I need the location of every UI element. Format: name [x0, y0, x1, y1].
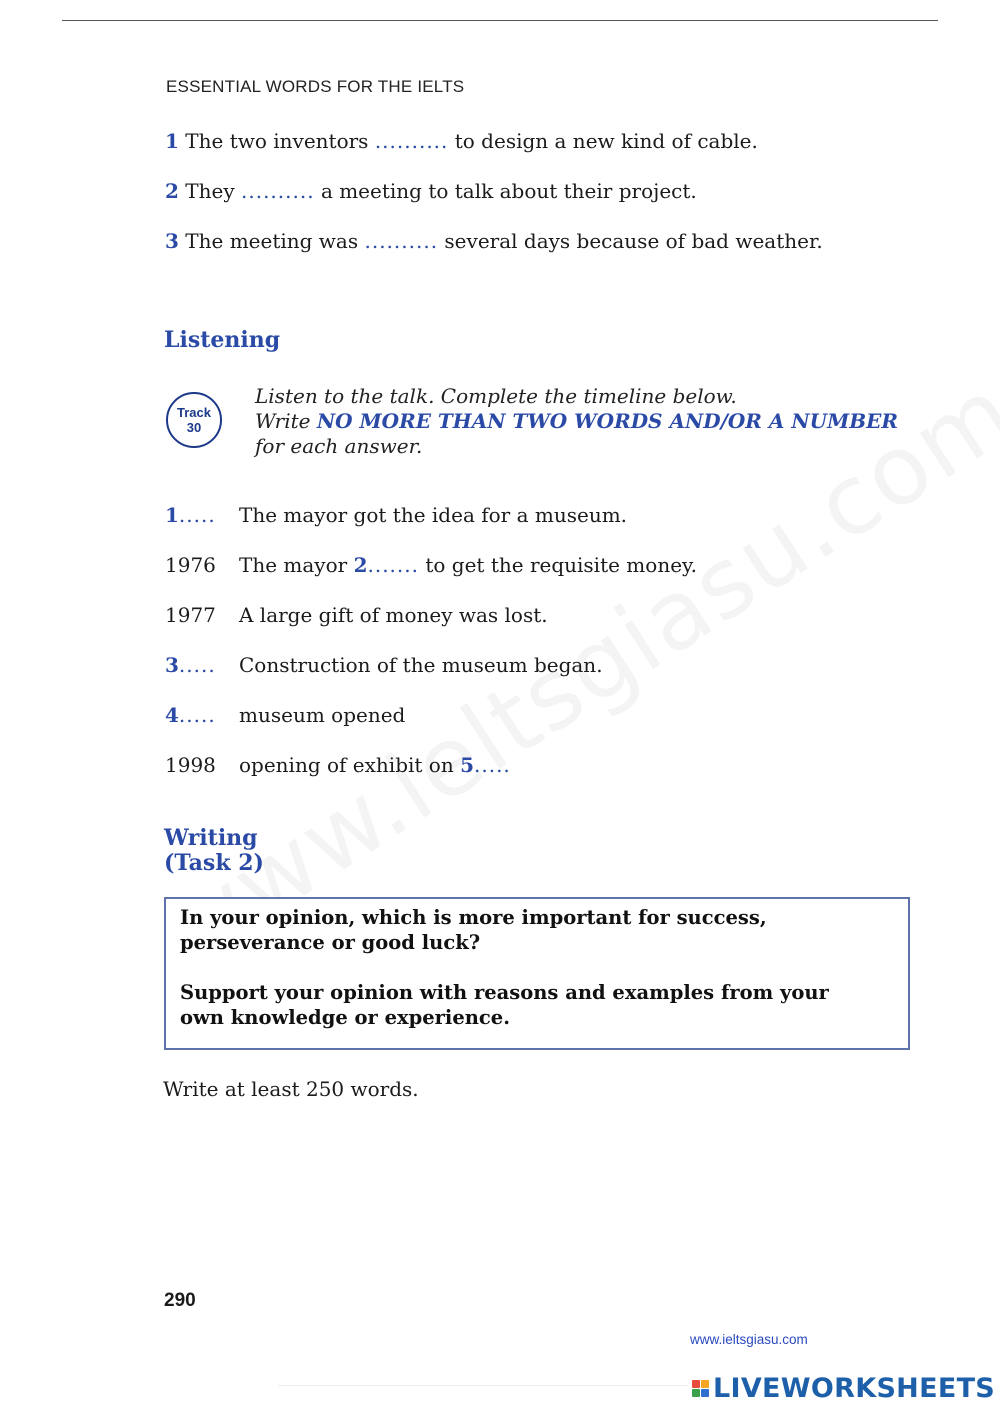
answer-blank[interactable]: 5..... — [460, 753, 511, 777]
running-head: ESSENTIAL WORDS FOR THE IELTS — [166, 77, 465, 96]
listening-instructions: Listen to the talk. Complete the timeline below. Write NO MORE THAN TWO WORDS AND/OR A NUMBER for each answer. — [255, 384, 899, 458]
writing-task-box — [164, 897, 910, 1050]
vocab-item-3: 3 The meeting was .......... several days because of bad weather. — [165, 229, 823, 253]
track-number: 30 — [186, 420, 202, 435]
brand-text: LIVEWORKSHEETS — [713, 1373, 996, 1404]
answer-blank[interactable]: .......... — [374, 129, 449, 153]
task-prompt: In your opinion, which is more important for success, perseverance or good luck? — [180, 906, 767, 954]
writing-heading: Writing (Task 2) — [164, 825, 264, 876]
liveworksheets-logo-icon — [692, 1380, 709, 1397]
page-number: 290 — [164, 1290, 196, 1311]
answer-blank[interactable]: 3..... — [165, 653, 216, 677]
task-support: Support your opinion with reasons and examples from your own knowledge or experience. — [180, 981, 829, 1029]
liveworksheets-brand[interactable] — [692, 1373, 995, 1404]
top-rule — [62, 20, 938, 21]
answer-blank[interactable]: 1..... — [165, 503, 216, 527]
answer-blank[interactable]: .......... — [241, 179, 315, 203]
footer-rule — [278, 1385, 688, 1386]
listening-heading: Listening — [164, 327, 281, 353]
vocab-item-2: 2 They .......... a meeting to talk about their project. — [165, 179, 697, 203]
track-badge — [166, 392, 222, 448]
answer-blank[interactable]: 2....... — [353, 553, 419, 577]
vocab-item-1: 1 The two inventors .......... to design a new kind of cable. — [165, 129, 758, 153]
site-link[interactable]: www.ieltsgiasu.com — [690, 1332, 808, 1347]
answer-blank[interactable]: .......... — [364, 229, 439, 253]
answer-blank[interactable]: 4..... — [165, 703, 216, 727]
track-label: Track — [177, 405, 211, 420]
word-count-instruction: Write at least 250 words. — [163, 1077, 419, 1101]
